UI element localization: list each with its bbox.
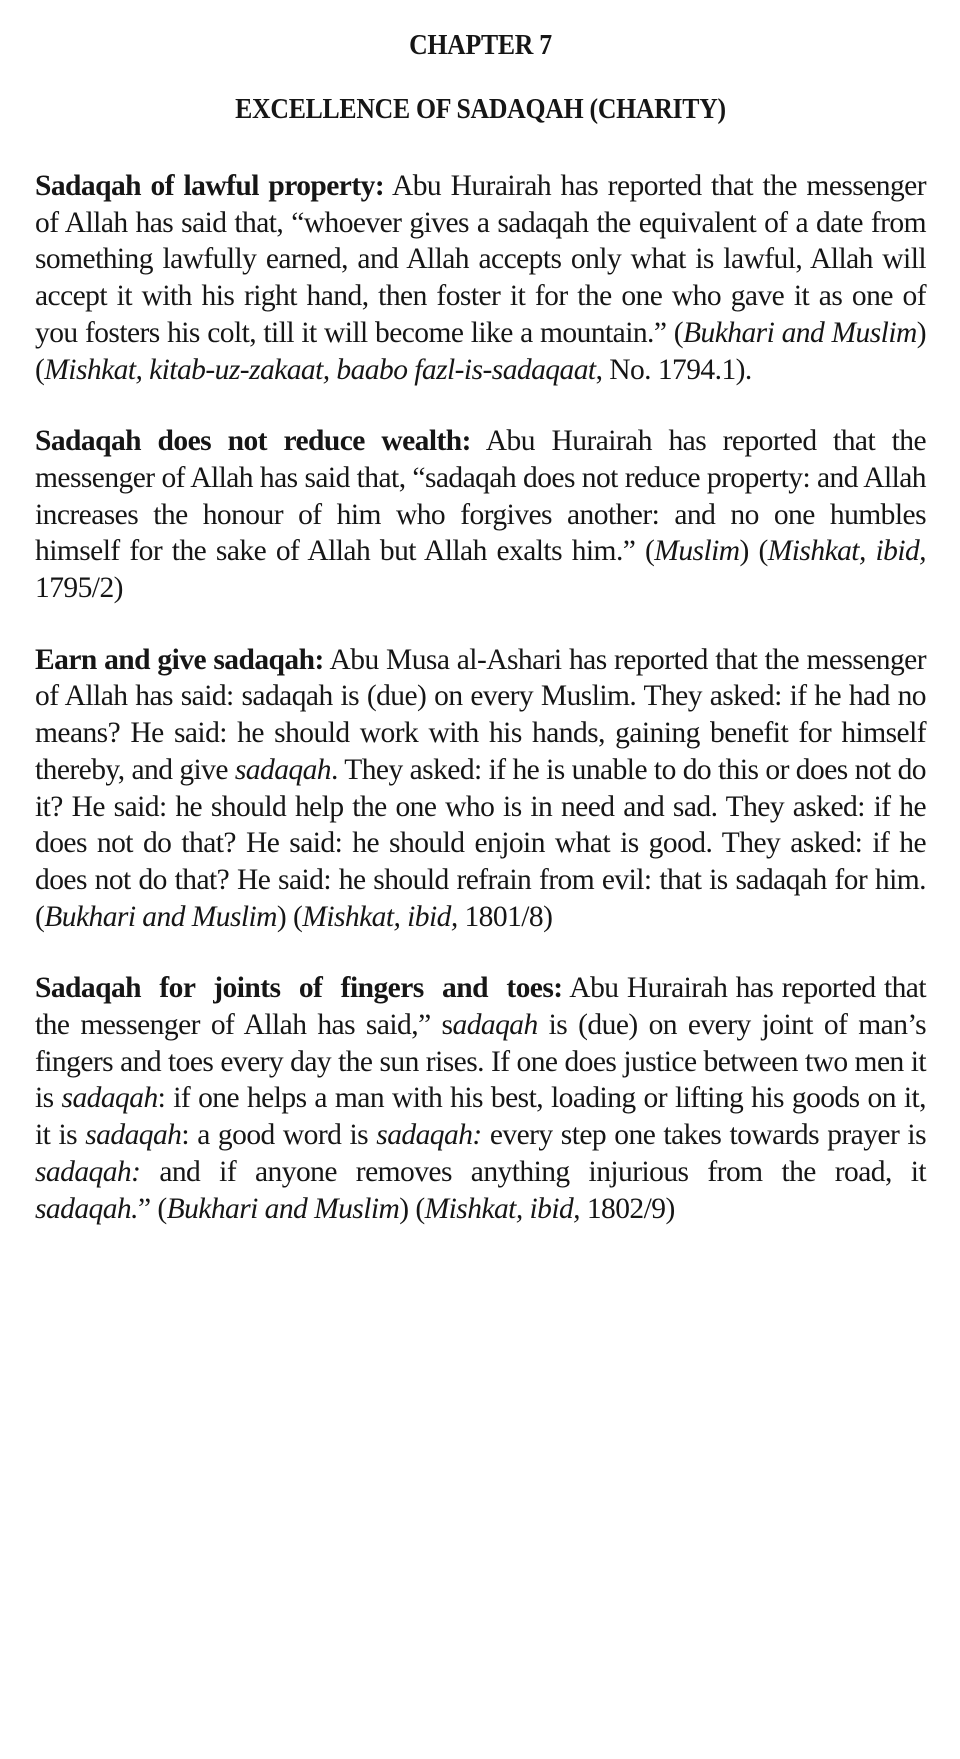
- text-segment: ) (: [276, 900, 303, 933]
- italic-text-segment: Mishkat, ibid,: [302, 900, 458, 933]
- text-segment: Abu Musa al-Ashari has reported that the messenger of Allah has said: sadaqah is (due) on every Muslim. They asked: if he had no means? He said: he should work with his hands, gaining benefit for himself thereby, and give: [35, 643, 927, 786]
- section-body: [35, 644, 926, 933]
- book-page: [35, 28, 926, 1227]
- text-segment: Abu Hurairah has reported that the messenger of Allah has said that, “whoever gives a sadaqah the equivalent of a date from something lawfully earned, and Allah accepts only what is lawful, Allah will accept it with his right hand, then foster it for the one who gave it as one of you fosters his colt, till it will become like a mountain.” (: [35, 170, 926, 349]
- italic-text-segment: sadaqah: [234, 753, 332, 786]
- italic-text-segment: Bukhari and Muslim: [166, 1192, 400, 1225]
- section-body: [35, 170, 926, 386]
- text-segment: 1802/9): [580, 1192, 675, 1225]
- section-heading: Sadaqah for joints of fingers and toes:: [35, 972, 563, 1005]
- section-heading: Sadaqah does not reduce wealth:: [35, 425, 471, 458]
- italic-text-segment: Bukhari and Muslim: [44, 900, 277, 933]
- italic-text-segment: Bukhari and Muslim: [683, 316, 917, 349]
- text-segment: 1801/8): [457, 900, 553, 933]
- text-segment: Abu Hurairah has reported that the messenger of Allah has said that, “sadaqah does not reduce property: and Allah increases the honour of him who forgives another: and no one humbles himself for the sake of Allah but Allah exalts him.” (: [35, 425, 927, 568]
- text-segment: : if one helps a man with his best, loading or lifting his goods on it, it is: [35, 1082, 926, 1152]
- section-earn-and-give: [35, 642, 926, 936]
- chapter-title: EXCELLENCE OF SADAQAH (CHARITY): [235, 94, 726, 125]
- section-heading: Earn and give sadaqah:: [35, 643, 324, 676]
- text-segment: ) (: [399, 1192, 425, 1225]
- text-segment: , No. 1794.1).: [595, 353, 752, 386]
- text-segment: and if anyone removes anything injurious from the road, it: [140, 1155, 926, 1188]
- italic-text-segment: Mishkat, ibid,: [767, 535, 927, 568]
- italic-text-segment: Mishkat, ibid,: [424, 1192, 580, 1225]
- section-does-not-reduce-wealth: [35, 423, 926, 607]
- italic-text-segment: sadaqah: [61, 1082, 158, 1115]
- text-segment: ” (: [137, 1192, 167, 1225]
- italic-text-segment: sadaqah.: [35, 1192, 138, 1225]
- text-segment: : a good word is: [181, 1119, 377, 1152]
- text-segment: 1795/2): [35, 572, 123, 605]
- text-segment: every step one takes towards prayer is: [481, 1119, 926, 1152]
- section-joints-fingers-toes: [35, 970, 926, 1227]
- section-lawful-property: [35, 168, 926, 388]
- text-segment: ) (: [739, 535, 768, 568]
- section-heading: Sadaqah of lawful property:: [35, 170, 385, 202]
- text-segment: ) (: [35, 316, 927, 386]
- italic-text-segment: sadaqah:: [35, 1155, 141, 1188]
- text-segment: Abu Hurairah has reported that the messenger of Allah has said,” s: [35, 972, 926, 1042]
- italic-text-segment: sadaqah: [85, 1119, 182, 1152]
- chapter-number: CHAPTER 7: [409, 30, 552, 61]
- italic-text-segment: sadaqah:: [376, 1119, 482, 1152]
- text-segment: . They asked: if he is unable to do this or does not do it? He said: he should help the one who is in need and sad. They asked: if he does not do that? He said: he should enjoin what is good. They asked: if he does not do that? He said: he should refrain from evil: that is sadaqah for him. (: [35, 753, 927, 933]
- italic-text-segment: Muslim: [654, 535, 740, 568]
- section-body: [35, 972, 926, 1224]
- italic-text-segment: adaqah: [452, 1009, 538, 1042]
- italic-text-segment: Mishkat, kitab-uz-zakaat, baabo fazl-is-sadaqaat: [44, 353, 596, 386]
- text-segment: is (due) on every joint of man’s fingers and toes every day the sun rises. If one does justice between two men it is: [35, 1009, 926, 1115]
